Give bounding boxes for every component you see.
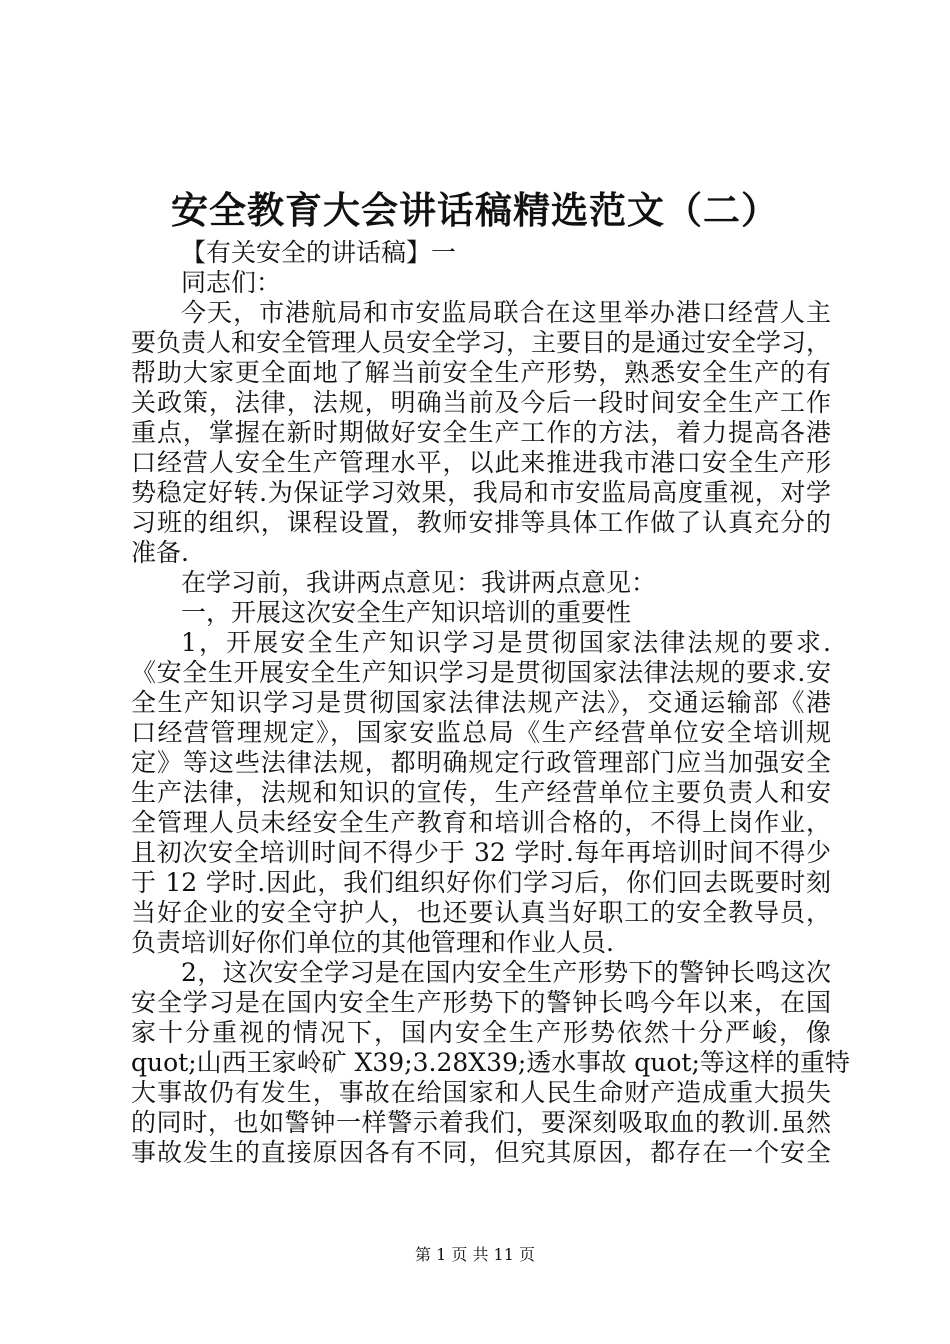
paragraph-line: 的同时，也如警钟一样警示着我们，要深刻吸取血的教训.虽然	[131, 1108, 831, 1137]
paragraph-line: 于 12 学时.因此，我们组织好你们学习后，你们回去既要时刻	[131, 868, 831, 897]
document-body	[131, 238, 850, 1168]
paragraph-line: 1，开展安全生产知识学习是贯彻国家法律法规的要求.	[181, 628, 831, 657]
paragraph-line: 生产法律，法规和知识的宣传，生产经营单位主要负责人和安	[131, 778, 831, 807]
paragraph-line: 【有关安全的讲话稿】一	[181, 238, 457, 267]
paragraph-line: 安全学习是在国内安全生产形势下的警钟长鸣今年以来，在国	[131, 988, 831, 1017]
paragraph-line: 口经营人安全生产管理水平，以此来推进我市港口安全生产形	[131, 448, 831, 477]
paragraph-line: 全管理人员未经安全生产教育和培训合格的，不得上岗作业，	[131, 808, 831, 837]
paragraph-line: 在学习前，我讲两点意见：我讲两点意见：	[181, 568, 657, 597]
paragraph-line: quot;山西王家岭矿 X39;3.28X39;透水事故 quot;等这样的重特	[131, 1048, 850, 1077]
paragraph-line: 负责培训好你们单位的其他管理和作业人员.	[131, 928, 614, 957]
paragraph-line: 定》等这些法律法规，都明确规定行政管理部门应当加强安全	[131, 748, 831, 777]
paragraph-line: 要负责人和安全管理人员安全学习，主要目的是通过安全学习，	[131, 328, 832, 357]
document-title: 安全教育大会讲话稿精选范文（二）	[171, 188, 779, 232]
paragraph-line: 一，开展这次安全生产知识培训的重要性	[181, 598, 632, 627]
paragraph-line: 家十分重视的情况下，国内安全生产形势依然十分严峻，像	[131, 1018, 831, 1047]
paragraph-line: 重点，掌握在新时期做好安全生产工作的方法，着力提高各港	[131, 418, 831, 447]
paragraph-line: 帮助大家更全面地了解当前安全生产形势，熟悉安全生产的有	[131, 358, 831, 387]
paragraph-line: 习班的组织，课程设置，教师安排等具体工作做了认真充分的	[131, 508, 831, 537]
paragraph-line: 口经营管理规定》，国家安监总局《生产经营单位安全培训规	[131, 718, 831, 747]
paragraph-line: 事故发生的直接原因各有不同，但究其原因，都存在一个安全	[131, 1138, 831, 1167]
paragraph-line: 《安全生开展安全生产知识学习是贯彻国家法律法规的要求.安	[131, 658, 831, 687]
paragraph-line: 今天，市港航局和市安监局联合在这里举办港口经营人主	[181, 298, 831, 327]
paragraph-line: 准备.	[131, 538, 189, 567]
paragraph-line: 势稳定好转.为保证学习效果，我局和市安监局高度重视，对学	[131, 478, 831, 507]
paragraph-line: 同志们：	[181, 268, 282, 297]
page-footer: 第 1 页 共 11 页	[415, 1245, 535, 1264]
paragraph-line: 当好企业的安全守护人，也还要认真当好职工的安全教导员，	[131, 898, 831, 927]
paragraph-line: 2，这次安全学习是在国内安全生产形势下的警钟长鸣这次	[181, 958, 831, 987]
paragraph-line: 且初次安全培训时间不得少于 32 学时.每年再培训时间不得少	[131, 838, 831, 867]
paragraph-line: 全生产知识学习是贯彻国家法律法规产法》，交通运输部《港	[131, 688, 831, 717]
paragraph-line: 关政策，法律，法规，明确当前及今后一段时间安全生产工作	[131, 388, 831, 417]
paragraph-line: 大事故仍有发生，事故在给国家和人民生命财产造成重大损失	[131, 1078, 831, 1107]
